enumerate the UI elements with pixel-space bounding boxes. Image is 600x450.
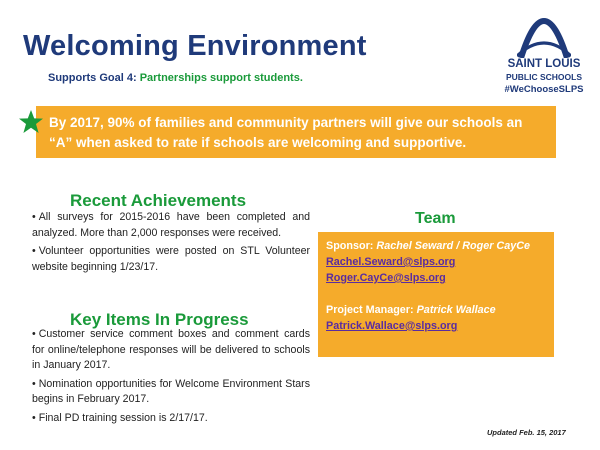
project-manager-email-link[interactable]: Patrick.Wallace@slps.org — [326, 320, 458, 332]
project-manager-label: Project Manager: — [326, 304, 414, 316]
goal-statement-box — [36, 106, 556, 158]
sponsor-email-link[interactable]: Roger.CayCe@slps.org — [326, 272, 446, 284]
list-item-text: Final PD training session is 2/17/17. — [38, 411, 208, 424]
project-manager-name: Patrick Wallace — [416, 304, 496, 316]
bullet: • — [32, 411, 36, 424]
bullet: • — [32, 245, 36, 257]
slps-logo — [494, 18, 594, 98]
sponsor-names: Rachel Seward / Roger CayCe — [376, 240, 531, 252]
list-item — [32, 377, 310, 408]
updated-date: Updated Feb. 15, 2017 — [487, 428, 566, 437]
list-item-text: Nomination opportunities for Welcome Environment Stars begins in February 2017. — [32, 377, 310, 405]
goal-statement-text: By 2017, 90% of families and community partners will give our schools an “A” when asked to rate if schools are welcoming and supportive. — [49, 115, 523, 150]
spacer — [326, 286, 546, 302]
logo-hashtag: #WeChooseSLPS — [504, 84, 584, 95]
logo-line-1: SAINT LOUIS — [507, 58, 581, 70]
list-item-text: All surveys for 2015-2016 have been completed and analyzed. More than 2,000 responses were received. — [32, 211, 310, 239]
sponsor-email-link[interactable]: Rachel.Seward@slps.org — [326, 256, 456, 268]
subtitle-goal: Partnerships support students. — [139, 72, 303, 84]
project-manager-row — [326, 302, 546, 318]
in-progress-list — [32, 327, 310, 429]
list-item-text: Customer service comment boxes and comment cards for online/telephone responses will be delivered to schools in January 2017. — [32, 328, 310, 371]
list-item — [32, 411, 310, 427]
page-title: Welcoming Environment — [23, 30, 367, 62]
sponsor-row — [326, 238, 546, 254]
team-box — [318, 232, 554, 357]
page-subtitle — [48, 72, 303, 84]
list-item-text: Volunteer opportunities were posted on STL Volunteer website beginning 1/23/17. — [32, 245, 310, 273]
sponsor-label: Sponsor: — [326, 240, 374, 252]
team-heading: Team — [415, 210, 456, 227]
list-item — [32, 210, 310, 241]
list-item — [32, 327, 310, 374]
arch-icon — [517, 18, 571, 58]
key-items-heading: Key Items In Progress — [70, 310, 249, 329]
bullet: • — [32, 328, 36, 340]
achievements-list — [32, 210, 310, 278]
subtitle-lead: Supports Goal 4: — [48, 72, 137, 84]
list-item — [32, 244, 310, 275]
bullet: • — [32, 211, 36, 223]
star-icon — [18, 109, 44, 135]
recent-achievements-heading: Recent Achievements — [70, 191, 247, 210]
bullet: • — [32, 377, 36, 390]
logo-line-2: PUBLIC SCHOOLS — [505, 72, 583, 82]
